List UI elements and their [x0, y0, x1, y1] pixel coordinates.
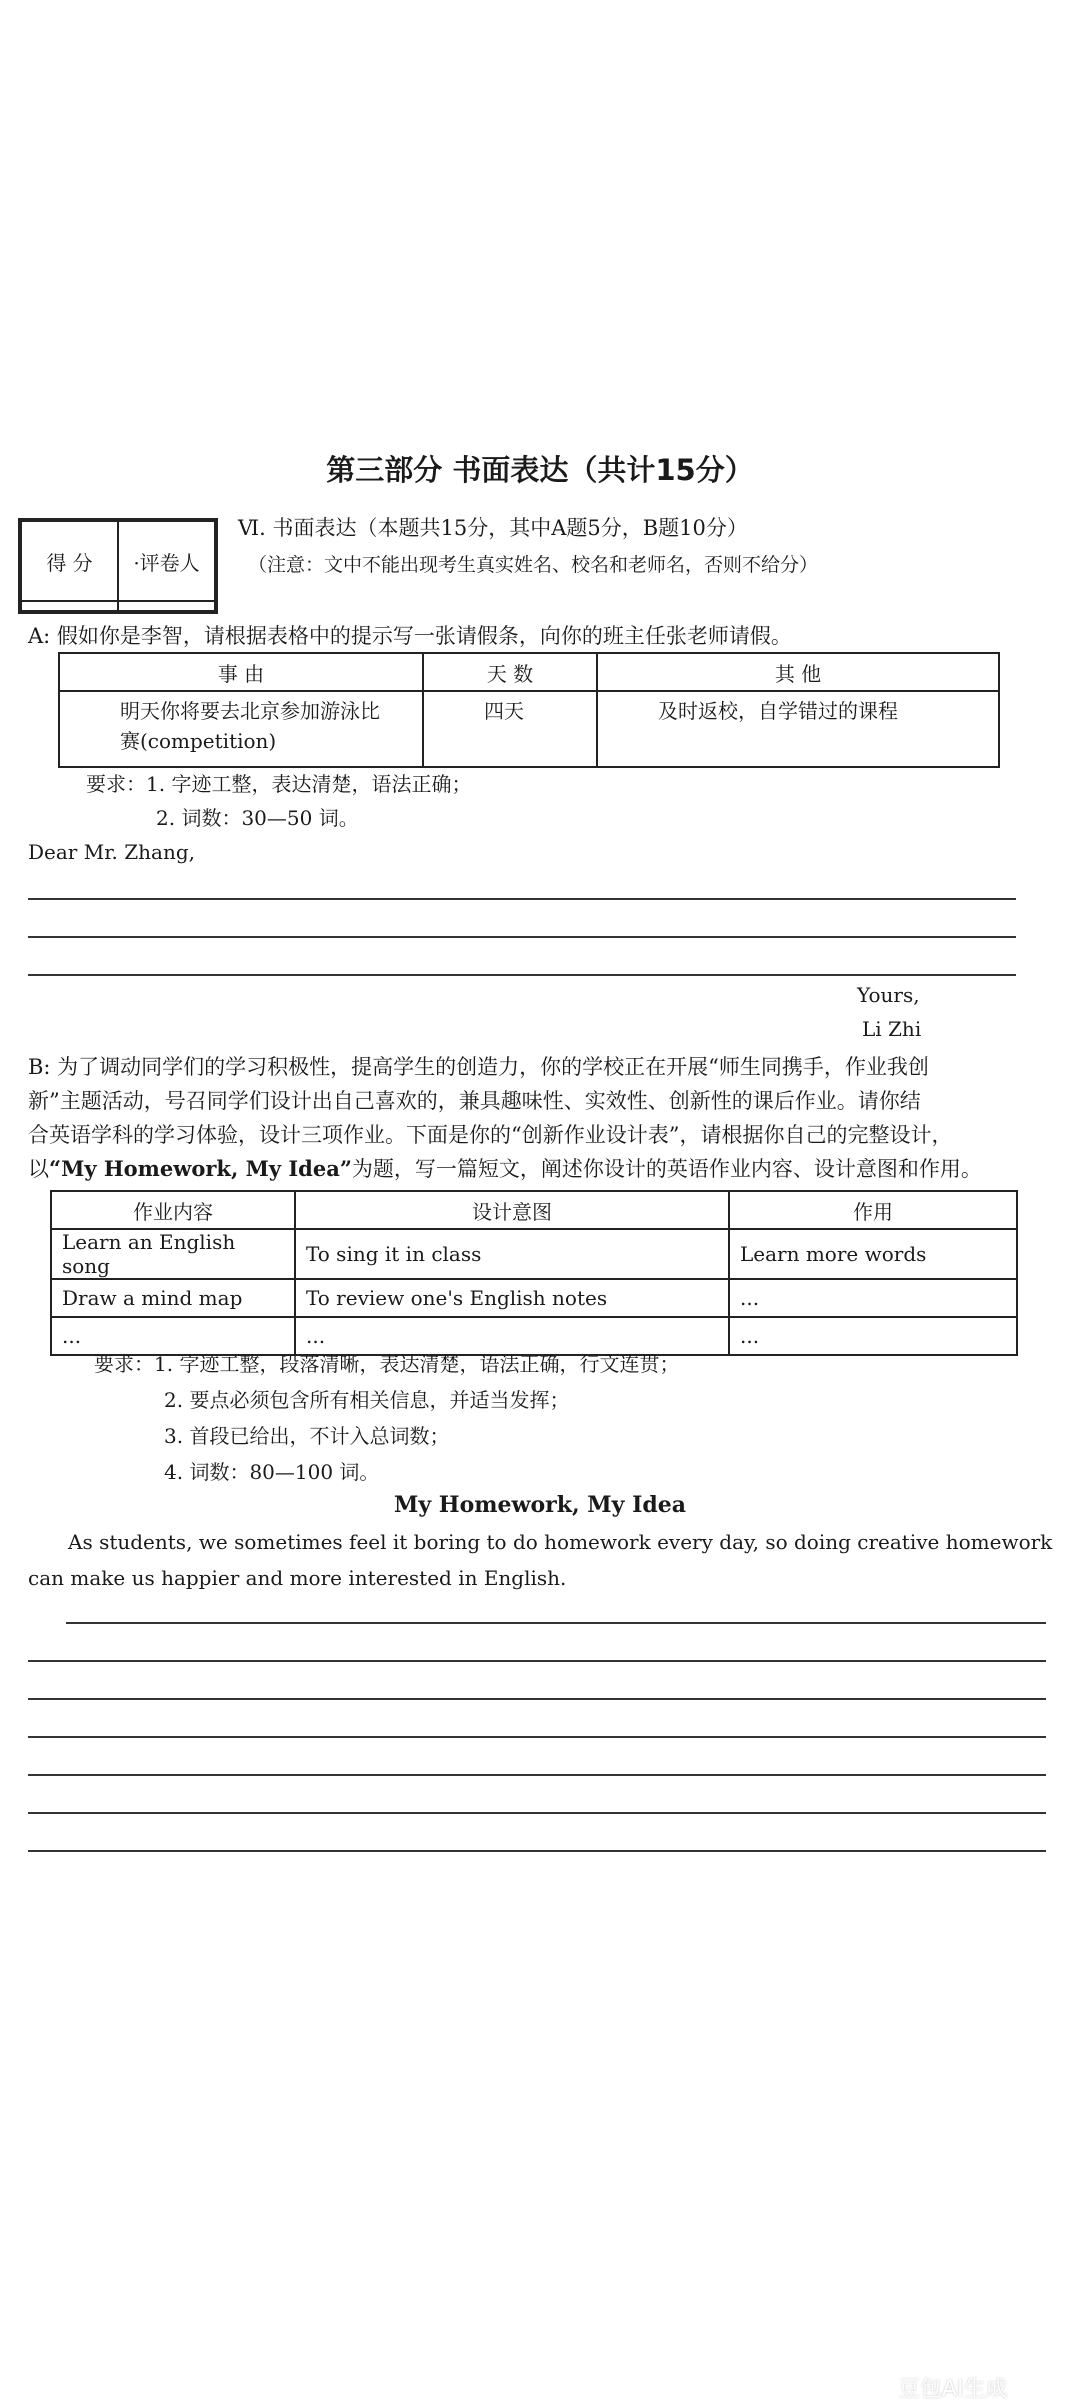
writing-line[interactable]	[28, 1736, 1046, 1738]
table-row	[51, 1229, 1017, 1279]
score-box	[18, 518, 218, 614]
grader-cell[interactable]	[118, 601, 215, 611]
requirement-1: 1. 字迹工整，表达清楚，语法正确；	[146, 772, 472, 796]
header-content: 作业内容	[51, 1191, 295, 1229]
part-b-prompt-line: 新”主题活动，号召同学们设计出自己喜欢的，兼具趣味性、实效性、创新性的课后作业。请你结	[28, 1089, 921, 1113]
prompt-text: 为题，写一篇短文，阐述你设计的英语作业内容、设计意图和作用。	[351, 1157, 982, 1181]
writing-line[interactable]	[28, 974, 1016, 976]
part-a-requirements	[86, 768, 471, 797]
essay-topic: “My Homework, My Idea”	[49, 1156, 352, 1181]
section6-heading: Ⅵ. 书面表达（本题共15分，其中A题5分，B题10分）	[238, 516, 748, 540]
header-days: 天 数	[423, 653, 597, 691]
score-cell[interactable]	[21, 601, 118, 611]
part-b-prompt	[28, 1050, 1058, 1186]
writing-line[interactable]	[28, 1698, 1046, 1700]
requirements-lead: 要求：	[86, 772, 146, 796]
cell-other: 及时返校，自学错过的课程	[597, 691, 999, 767]
writing-line[interactable]	[66, 1622, 1046, 1624]
requirement-2: 2. 词数：30—50 词。	[156, 806, 359, 830]
part-b-requirements	[94, 1348, 679, 1377]
header-reason: 事 由	[59, 653, 423, 691]
header-effect: 作用	[729, 1191, 1017, 1229]
writing-line[interactable]	[28, 1660, 1046, 1662]
requirement-4: 4. 词数：80—100 词。	[164, 1460, 380, 1484]
essay-opening: As students, we sometimes feel it boring to do homework every day, so doing creative homework can make us happier and more interested in English.	[28, 1530, 1053, 1590]
table-cell: Learn more words	[729, 1229, 1017, 1279]
writing-line[interactable]	[28, 1774, 1046, 1776]
table-cell: ...	[729, 1317, 1017, 1355]
writing-line[interactable]	[28, 936, 1016, 938]
essay-title: My Homework, My Idea	[393, 1492, 686, 1518]
part-b-prompt-line	[28, 1152, 1058, 1186]
table-cell: Draw a mind map	[51, 1279, 295, 1317]
part-b-prompt-line: B: 为了调动同学们的学习积极性，提高学生的创造力，你的学校正在开展“师生同携手，作业我创	[28, 1055, 929, 1079]
requirements-lead: 要求：	[94, 1352, 154, 1376]
part-b-table	[50, 1190, 1018, 1356]
cell-reason: 明天你将要去北京参加游泳比赛(competition)	[59, 691, 423, 767]
ai-watermark: 豆包AI生成	[898, 2377, 1008, 2402]
letter-greeting: Dear Mr. Zhang,	[28, 840, 196, 864]
writing-line[interactable]	[28, 1850, 1046, 1852]
table-cell: Learn an English song	[51, 1229, 295, 1279]
table-row	[51, 1279, 1017, 1317]
header-other: 其 他	[597, 653, 999, 691]
writing-line[interactable]	[28, 1812, 1046, 1814]
section6-note: （注意：文中不能出现考生真实姓名、校名和老师名，否则不给分）	[248, 554, 819, 576]
writing-line[interactable]	[28, 898, 1016, 900]
letter-signature: Li Zhi	[862, 1017, 922, 1041]
letter-closing: Yours,	[857, 983, 920, 1007]
table-cell: To review one's English notes	[295, 1279, 729, 1317]
cell-days: 四天	[423, 691, 597, 767]
section-title: 第三部分 书面表达（共计15分）	[326, 453, 754, 487]
table-cell: ...	[51, 1317, 295, 1355]
table-cell: To sing it in class	[295, 1229, 729, 1279]
part-b-prompt-line: 合英语学科的学习体验，设计三项作业。下面是你的“创新作业设计表”，请根据你自己的完整设计，	[28, 1123, 953, 1147]
header-intent: 设计意图	[295, 1191, 729, 1229]
table-cell: ...	[729, 1279, 1017, 1317]
table-cell: ...	[295, 1317, 729, 1355]
score-label: 得 分	[21, 521, 118, 601]
requirement-2: 2. 要点必须包含所有相关信息，并适当发挥；	[164, 1388, 570, 1412]
part-a-table	[58, 652, 1000, 768]
requirement-3: 3. 首段已给出，不计入总词数；	[164, 1424, 450, 1448]
grader-label: ·评卷人	[118, 521, 215, 601]
prompt-text: 以	[28, 1157, 49, 1181]
requirement-1: 1. 字迹工整，段落清晰，表达清楚，语法正确，行文连贯；	[154, 1352, 680, 1376]
part-a-prompt: A: 假如你是李智，请根据表格中的提示写一张请假条，向你的班主任张老师请假。	[28, 624, 792, 648]
